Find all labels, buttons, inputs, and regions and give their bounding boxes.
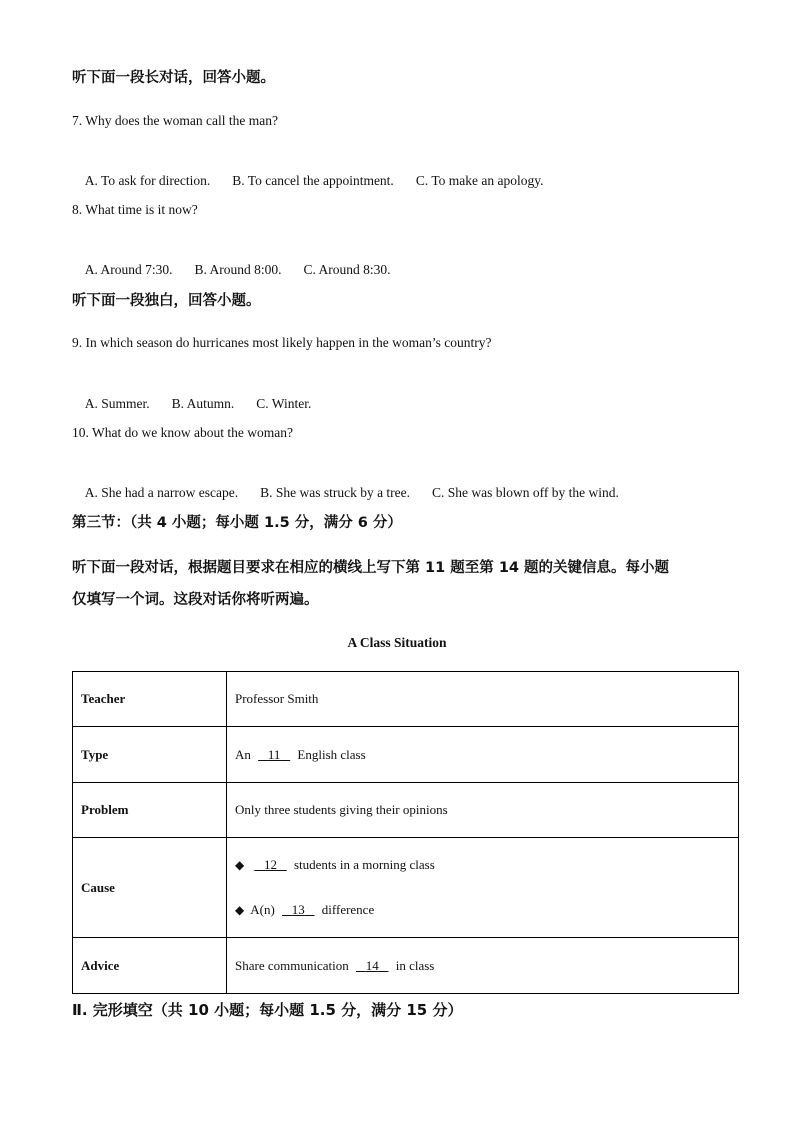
row-value-advice — [227, 938, 739, 994]
blank-14-number: 14 — [365, 957, 379, 973]
q9-option-a: A. Summer. — [84, 396, 150, 411]
table-row-cause — [73, 838, 739, 938]
question-9: 9. In which season do hurricanes most likely happen in the woman’s country? — [72, 335, 492, 350]
row-value-type — [227, 727, 739, 783]
type-pre-text: An — [235, 746, 251, 762]
row-value-teacher: Professor Smith — [227, 672, 739, 727]
table-row-teacher — [73, 672, 739, 727]
q7-option-a: A. To ask for direction. — [84, 173, 211, 188]
q10-option-c: C. She was blown off by the wind. — [432, 485, 619, 500]
q9-option-c: C. Winter. — [256, 396, 312, 411]
question-7: 7. Why does the woman call the man? — [72, 113, 278, 128]
q8-option-c: C. Around 8:30. — [303, 262, 391, 277]
q10-option-a: A. She had a narrow escape. — [84, 485, 239, 500]
blank-12-number: 12 — [263, 857, 277, 872]
table-row-advice — [73, 938, 739, 994]
section-intro-monologue: 听下面一段独白，回答小题。 — [72, 293, 261, 309]
question-7-options — [72, 157, 565, 205]
part-2-heading: Ⅱ. 完形填空（共 10 小题；每小题 1.5 分，满分 15 分） — [72, 1001, 463, 1019]
blank-12 — [250, 857, 291, 872]
table-title: A Class Situation — [347, 635, 447, 650]
cause-bullet-1 — [235, 854, 730, 876]
q8-option-b: B. Around 8:00. — [194, 262, 282, 277]
advice-post-text: in class — [395, 957, 435, 973]
advice-pre-text: Share communication — [235, 957, 349, 973]
q10-option-b: B. She was struck by a tree. — [260, 485, 411, 500]
question-8-options — [72, 246, 413, 294]
row-label-type: Type — [73, 727, 227, 783]
blank-11-number: 11 — [267, 746, 281, 762]
q8-option-a: A. Around 7:30. — [84, 262, 173, 277]
part-3-instructions-line-2: 仅填写一个词。这段对话你将听两遍。 — [72, 592, 319, 608]
question-10: 10. What do we know about the woman? — [72, 425, 293, 440]
question-8: 8. What time is it now? — [72, 202, 198, 217]
diamond-bullet-icon: ◆ — [235, 903, 245, 917]
q7-option-b: B. To cancel the appointment. — [232, 173, 394, 188]
table-row-problem — [73, 783, 739, 838]
row-value-cause — [227, 838, 739, 938]
row-label-teacher: Teacher — [73, 672, 227, 727]
table-row-type — [73, 727, 739, 783]
row-label-advice: Advice — [73, 938, 227, 994]
cause-bullet-2 — [235, 899, 730, 921]
part-3-heading: 第三节：（共 4 小题；每小题 1.5 分，满分 6 分） — [72, 515, 402, 531]
question-10-options — [72, 469, 641, 517]
cause-bullet-2-text: difference — [321, 902, 375, 917]
question-9-options — [72, 380, 333, 428]
diamond-bullet-icon: ◆ — [235, 858, 245, 872]
q9-option-b: B. Autumn. — [171, 396, 235, 411]
cause-bullet-2-pre: A(n) — [250, 902, 275, 917]
blank-13 — [278, 902, 319, 917]
cause-bullet-1-text: students in a morning class — [293, 857, 435, 872]
row-value-problem: Only three students giving their opinions — [227, 783, 739, 838]
part-3-instructions-line-1: 听下面一段对话，根据题目要求在相应的横线上写下第 11 题至第 14 题的关键信息。每小题 — [72, 560, 670, 576]
row-label-cause: Cause — [73, 838, 227, 938]
q7-option-c: C. To make an apology. — [415, 173, 544, 188]
blank-11 — [254, 747, 294, 762]
section-intro-long-dialogue: 听下面一段长对话，回答小题。 — [72, 70, 275, 86]
blank-13-number: 13 — [291, 902, 305, 917]
row-label-problem: Problem — [73, 783, 227, 838]
blank-14 — [352, 958, 393, 973]
type-post-text: English class — [297, 746, 366, 762]
class-situation-table — [72, 671, 739, 994]
